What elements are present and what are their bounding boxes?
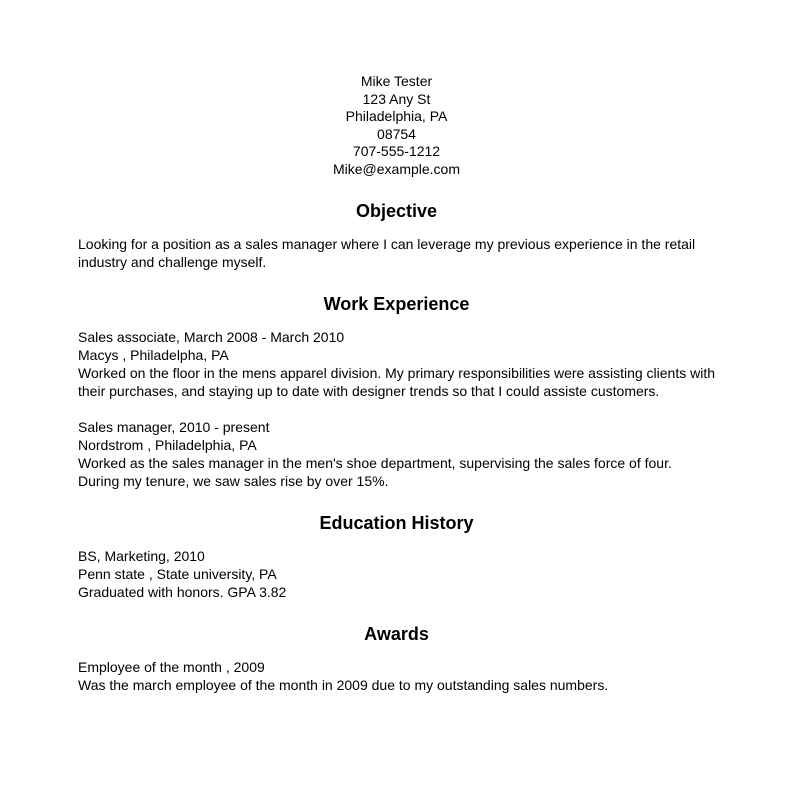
- education-school: Penn state , State university, PA: [78, 566, 277, 582]
- contact-header: [78, 73, 715, 178]
- job-entry-sales-associate: [78, 328, 715, 400]
- award-title: Employee of the month , 2009: [78, 659, 265, 675]
- job-company-location: Macys , Philadelpha, PA: [78, 347, 229, 363]
- awards-section: [78, 625, 715, 694]
- education-degree: BS, Marketing, 2010: [78, 548, 205, 564]
- job-title-dates: Sales manager, 2010 - present: [78, 419, 270, 435]
- job-company-location: Nordstrom , Philadelphia, PA: [78, 437, 257, 453]
- work-experience-heading: Work Experience: [323, 294, 470, 314]
- job-entry-sales-manager: [78, 418, 715, 490]
- contact-email: Mike@example.com: [332, 160, 461, 177]
- contact-phone: 707-555-1212: [352, 143, 441, 159]
- award-description: Was the march employee of the month in 2009 due to my outstanding sales numbers.: [78, 677, 609, 693]
- contact-street: 123 Any St: [362, 90, 431, 107]
- work-experience-section: [78, 295, 715, 490]
- education-entry: [78, 547, 715, 601]
- objective-text: Looking for a position as a sales manager where I can leverage my previous experience in the retail industry and challenge myself.: [78, 236, 696, 270]
- award-entry: [78, 658, 715, 694]
- contact-zip: 08754: [377, 125, 416, 142]
- job-description: Worked on the floor in the mens apparel division. My primary responsibilities were assisting clients with their purchases, and staying up to date with designer trends so that I could assiste customers.: [78, 365, 716, 399]
- education-heading: Education History: [319, 513, 474, 533]
- education-notes: Graduated with honors. GPA 3.82: [78, 584, 287, 600]
- objective-heading: Objective: [355, 201, 438, 221]
- awards-heading: Awards: [364, 624, 429, 644]
- job-description: Worked as the sales manager in the men's shoe department, supervising the sales force of four. During my tenure, we saw sales rise by over 15%.: [78, 455, 672, 489]
- job-title-dates: Sales associate, March 2008 - March 2010: [78, 329, 345, 345]
- education-section: [78, 514, 715, 601]
- objective-section: [78, 202, 715, 271]
- contact-city-state: Philadelphia, PA: [345, 108, 448, 124]
- contact-name: Mike Tester: [360, 73, 433, 89]
